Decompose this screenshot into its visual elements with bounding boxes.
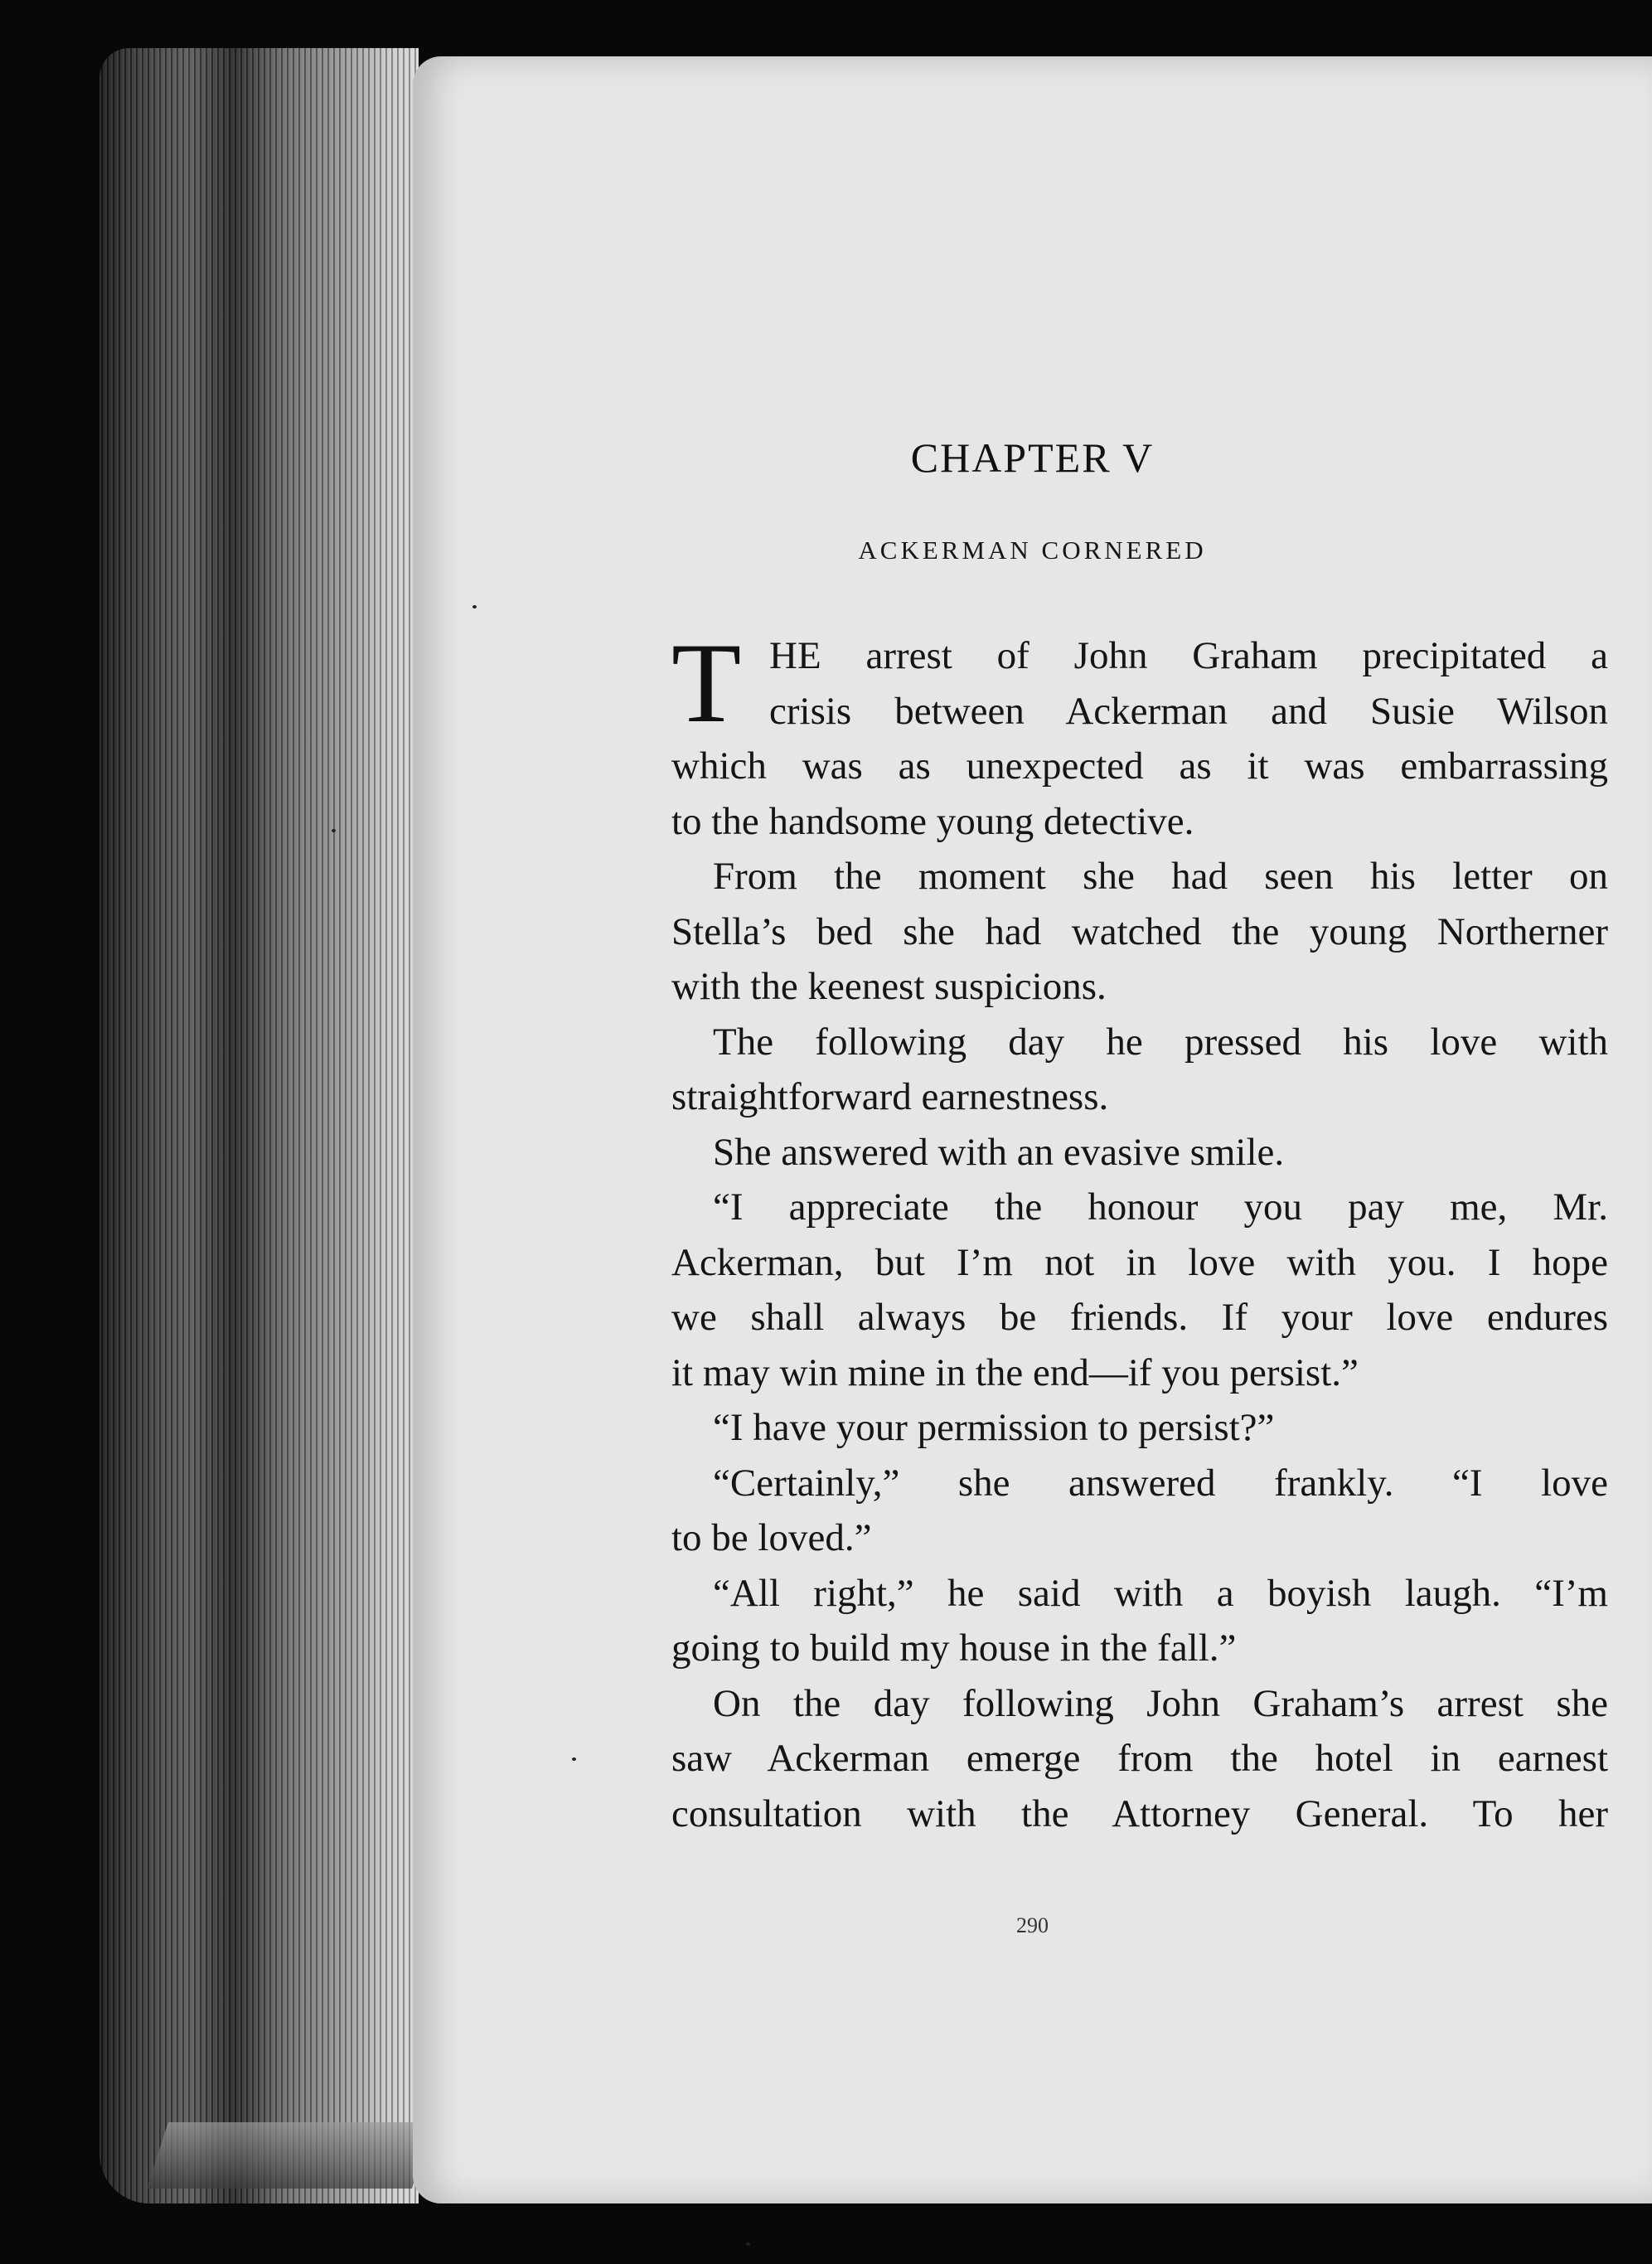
text-line: crisis between Ackerman and Susie Wilson [769,689,1608,733]
book-page-edges [99,48,419,2203]
text-line: to the handsome young detective. [671,799,1194,843]
book-page [413,56,1652,2203]
text-line: it may win mine in the end—if you persist.” [671,1350,1359,1394]
book-spine-corner [147,2122,434,2189]
dust-speck [572,1757,576,1761]
text-line: straightforward earnestness. [671,1075,1109,1118]
text-line: saw Ackerman emerge from the hotel in earnest [671,1737,1608,1780]
dust-speck [332,829,336,832]
dust-speck [746,2242,750,2246]
text-line: “I have your permission to persist?” [713,1406,1275,1449]
text-line: On the day following John Graham’s arrest she [713,1681,1608,1725]
text-line: Stella’s bed she had watched the young Northerner [671,909,1608,953]
dust-speck [472,605,477,608]
text-line: HE arrest of John Graham precipitated a [769,634,1608,677]
page-number: 290 [1016,1913,1049,1937]
drop-cap: T [671,619,742,746]
text-line: with the keenest suspicions. [671,965,1107,1008]
text-line: “All right,” he said with a boyish laugh. “I’m [713,1571,1608,1615]
text-line: which was as unexpected as it was embarrassing [671,744,1608,788]
text-line: Ackerman, but I’m not in love with you. I hope [671,1240,1608,1284]
text-line: She answered with an evasive smile. [713,1130,1285,1174]
chapter-body [671,619,1608,1841]
text-line: “Certainly,” she answered frankly. “I love [713,1461,1608,1505]
text-line: The following day he pressed his love with [713,1020,1608,1064]
text-line: going to build my house in the fall.” [671,1626,1237,1670]
text-line: From the moment she had seen his letter on [713,855,1608,898]
chapter-title: CHAPTER V [910,434,1155,481]
text-line: we shall always be friends. If your love endures [671,1296,1608,1339]
chapter-subtitle: ACKERMAN CORNERED [858,536,1207,565]
text-line: consultation with the Attorney General. To her [671,1791,1608,1835]
text-line: to be loved.” [671,1516,872,1559]
text-line: “I appreciate the honour you pay me, Mr. [713,1185,1608,1229]
